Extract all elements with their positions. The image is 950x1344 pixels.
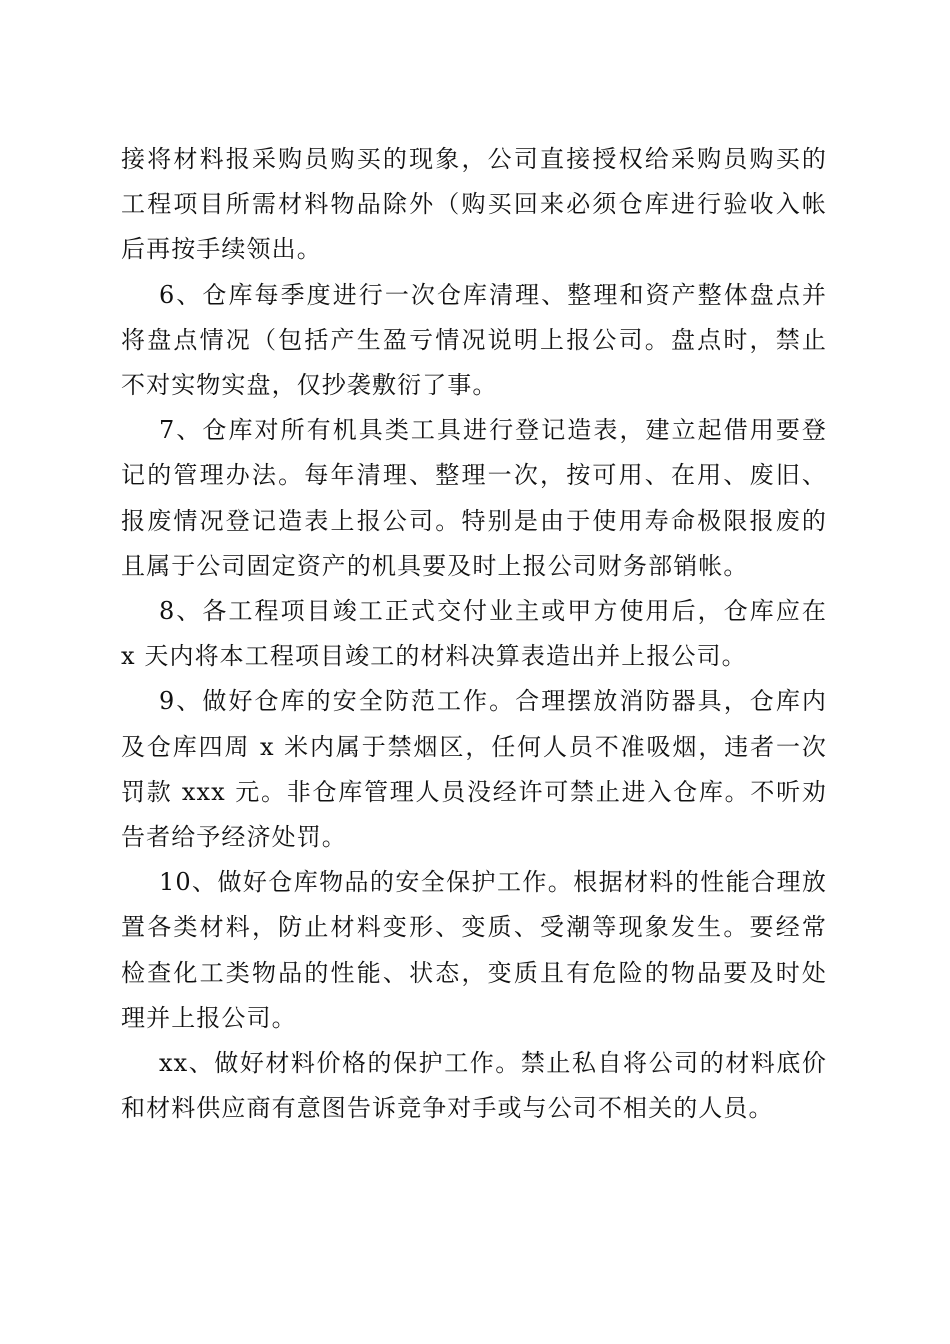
paragraph-line: 工程项目所需材料物品除外（购买回来必须仓库进行验收入帐 <box>121 190 827 219</box>
paragraph-item-6 <box>121 273 827 409</box>
paragraph-line: 6、仓库每季度进行一次仓库清理、整理和资产整体盘点并 <box>159 280 827 309</box>
paragraph-line: 7、仓库对所有机具类工具进行登记造表，建立起借用要登 <box>159 416 827 445</box>
paragraph-line: 记的管理办法。每年清理、整理一次，按可用、在用、废旧、 <box>121 461 827 490</box>
paragraph-continuation <box>121 137 827 273</box>
paragraph-line: 8、各工程项目竣工正式交付业主或甲方使用后，仓库应在 <box>159 597 827 626</box>
paragraph-line: 罚款 xxx 元。非仓库管理人员没经许可禁止进入仓库。不听劝 <box>121 777 827 806</box>
paragraph-line: 后再按手续领出。 <box>121 235 322 264</box>
paragraph-line: xx、做好材料价格的保护工作。禁止私自将公司的材料底价 <box>159 1049 827 1078</box>
paragraph-line: 置各类材料，防止材料变形、变质、受潮等现象发生。要经常 <box>121 913 827 942</box>
paragraph-line: 报废情况登记造表上报公司。特别是由于使用寿命极限报废的 <box>121 506 827 535</box>
document-body <box>121 137 827 1131</box>
paragraph-line: x 天内将本工程项目竣工的材料决算表造出并上报公司。 <box>121 642 747 671</box>
paragraph-line: 告者给予经济处罚。 <box>121 823 347 852</box>
paragraph-item-xx <box>121 1041 827 1131</box>
paragraph-line: 10、做好仓库物品的安全保护工作。根据材料的性能合理放 <box>159 868 827 897</box>
paragraph-item-7 <box>121 408 827 589</box>
paragraph-line: 且属于公司固定资产的机具要及时上报公司财务部销帐。 <box>121 551 749 580</box>
paragraph-line: 不对实物实盘，仅抄袭敷衍了事。 <box>121 371 498 400</box>
paragraph-line: 将盘点情况（包括产生盈亏情况说明上报公司。盘点时，禁止 <box>121 325 827 354</box>
paragraph-line: 接将材料报采购员购买的现象，公司直接授权给采购员购买的 <box>121 145 827 173</box>
paragraph-line: 检查化工类物品的性能、状态，变质且有危险的物品要及时处 <box>121 958 827 987</box>
paragraph-line: 及仓库四周 x 米内属于禁烟区，任何人员不准吸烟，违者一次 <box>121 732 827 761</box>
paragraph-line: 理并上报公司。 <box>121 1003 297 1032</box>
paragraph-line: 和材料供应商有意图告诉竞争对手或与公司不相关的人员。 <box>121 1094 774 1123</box>
paragraph-item-9 <box>121 679 827 860</box>
paragraph-item-10 <box>121 860 827 1041</box>
paragraph-item-8 <box>121 589 827 679</box>
paragraph-line: 9、做好仓库的安全防范工作。合理摆放消防器具，仓库内 <box>159 687 827 716</box>
